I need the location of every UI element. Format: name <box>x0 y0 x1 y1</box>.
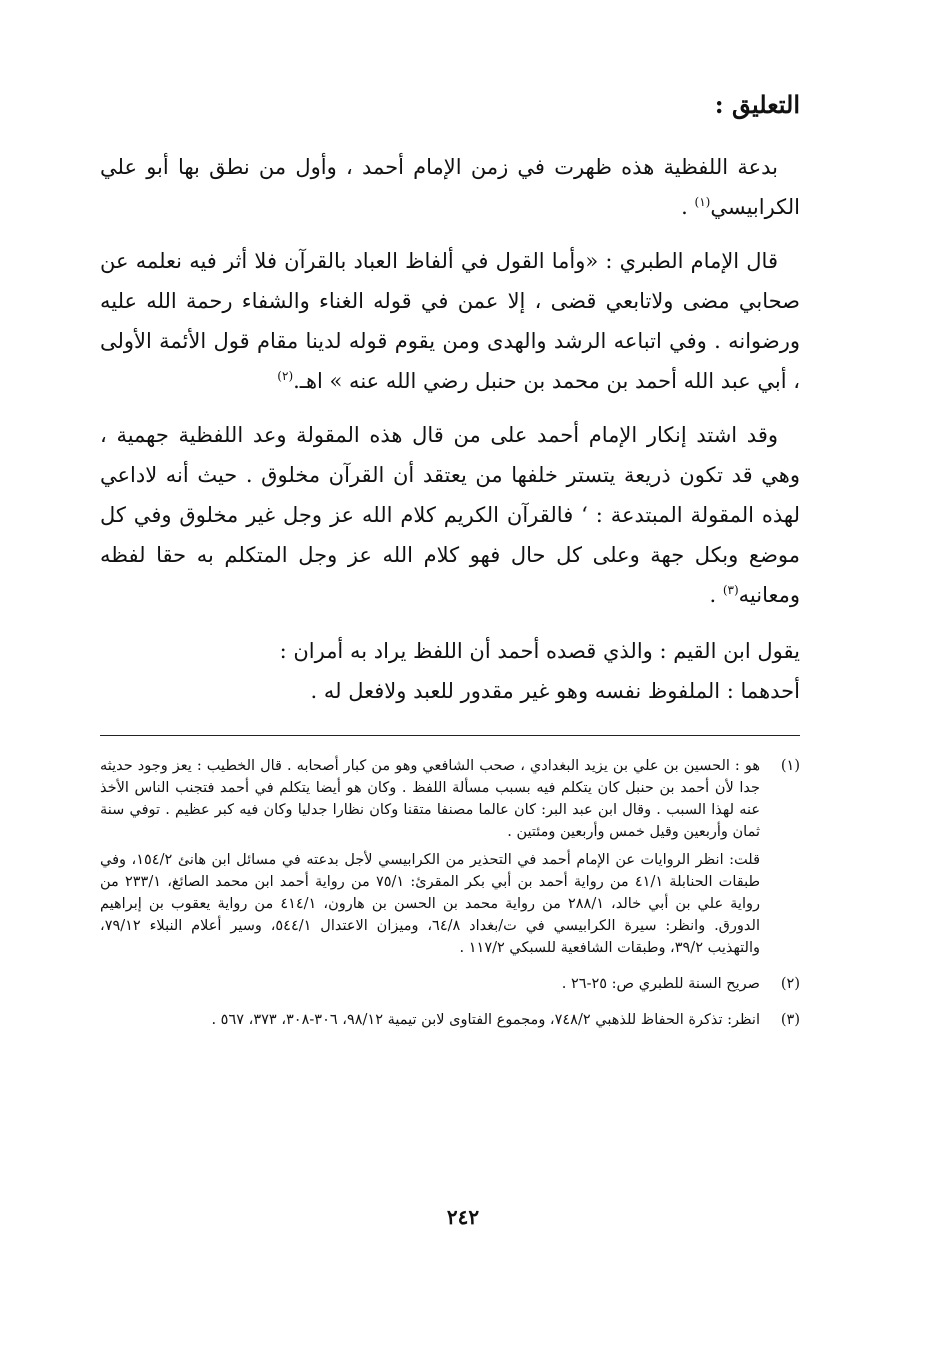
ref-marker-1: (١) <box>694 195 711 209</box>
footnote-number: (٢) <box>780 976 800 992</box>
footnote-text: انظر: تذكرة الحفاظ للذهبي ٧٤٨/٢، ومجموع الفتاوى لابن تيمية ٩٨/١٢، ٣٠٦-٣٠٨، ٣٧٣، ٥٦٧ . <box>211 1012 760 1028</box>
footnote-number: (٣) <box>780 1012 800 1028</box>
paragraph-3-text: وقد اشتد إنكار الإمام أحمد على من قال هذه المقولة وعد اللفظية جهمية ، وهي قد تكون ذريعة يتستر خلفها من يعتقد أن القرآن مخلوق . حيث أنه لاداعي لهذه المقولة المبتدعة : ‘ فالقرآن الكريم كلام الله عز وجل غير مخلوق وفي كل موضع وبكل جهة وعلى كل حال فهو كلام الله عز وجل المتكلم به حقا لفظه ومعانيه <box>100 423 800 607</box>
paragraph-2-text: قال الإمام الطبري : «وأما القول في ألفاظ العباد بالقرآن فلا أثر فيه نعلمه عن صحابي مضى ولاتابعي قضى ، إلا عمن في قوله الغناء والشفاء رحمة الله عليه ورضوانه . وفي اتباعه الرشد والهدى ومن يقوم قوله لدينا مقام قول الأئمة الأولى ، أبي عبد الله أحمد بن محمد بن حنبل رضي الله عنه » اهـ. <box>100 249 800 393</box>
footnote-number: (١) <box>780 758 800 774</box>
quote-block <box>100 631 800 711</box>
paragraph-1-text: بدعة اللفظية هذه ظهرت في زمن الإمام أحمد ، وأول من نطق بها أبو علي الكرابيسي <box>100 155 800 219</box>
paragraph-3 <box>100 415 800 615</box>
footnote-1 <box>100 755 800 965</box>
footnote-3 <box>100 1009 800 1037</box>
footnotes <box>100 755 800 1045</box>
paragraph-1-end: . <box>681 195 695 219</box>
quote-line-2: أحدهما : الملفوظ نفسه وهو غير مقدور للعبد ولافعل له . <box>310 679 800 703</box>
section-heading: التعليق : <box>714 90 800 119</box>
ref-marker-3: (٣) <box>722 583 739 597</box>
main-text-area <box>100 90 800 711</box>
footnote-body <box>100 755 760 965</box>
paragraph-2 <box>100 241 800 401</box>
footnote-body <box>100 973 760 1001</box>
quote-line-1: يقول ابن القيم : والذي قصده أحمد أن اللفظ يراد به أمران : <box>279 639 800 663</box>
footnote-divider <box>100 735 800 736</box>
page-number: ٢٤٢ <box>446 1205 480 1229</box>
paragraph-1 <box>100 147 800 227</box>
footnote-text: صريح السنة للطبري ص: ٢٥-٢٦ . <box>561 976 760 992</box>
footnote-body <box>100 1009 760 1037</box>
ref-marker-2: (٢) <box>277 369 294 383</box>
footnote-text: هو : الحسين بن علي بن يزيد البغدادي ، صحب الشافعي وهو من كبار أصحابه . قال الخطيب : يعز وجود حديثه جدا لأن أحمد بن حنبل كان يتكلم فيه بسبب مسألة اللفظ . وكان هو أيضا يتكلم في أحمد فتجنب الناس الأخذ عنه لهذا السبب . وقال ابن عبد البر: كان عالما مصنفا متقنا وكان نظارا جدليا وكان فيه كبر عظيم . توفي سنة ثمان وأربعين وقيل خمس وأربعين ومئتين . <box>100 758 761 840</box>
footnote-2 <box>100 973 800 1001</box>
footnote-text: قلت: انظر الروايات عن الإمام أحمد في التحذير من الكرابيسي لأجل بدعته في مسائل ابن هانئ ١٥٤/٢، وفي طبقات الحنابلة ٤١/١ من رواية أحمد بن أبي بكر المقرئ: ٧٥/١ من رواية أحمد ابن محمد الصائغ، ٢٣٣/١ من رواية علي بن أبي خالد، ٢٨٨/١ من رواية محمد بن الحسن بن هارون، ٤١٤/١ من رواية يعقوب بن إبراهيم الدورق. وانظر: سيرة الكرابيسي في ت/بغداد ٦٤/٨، وميزان الاعتدال ٥٤٤/١، وسير أعلام النبلاء ٧٩/١٢، والتهذيب ٣٩/٢، وطبقات الشافعية للسبكي ١١٧/٢ . <box>100 852 761 956</box>
paragraph-3-end: . <box>709 583 723 607</box>
